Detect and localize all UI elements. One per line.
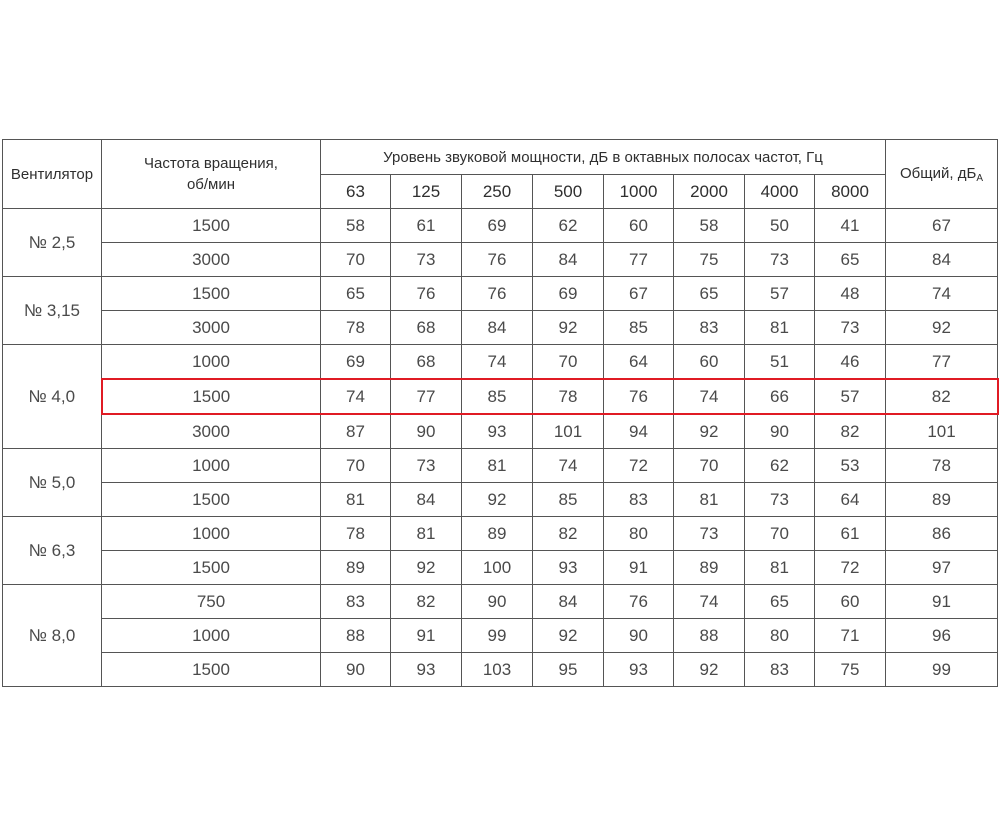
total-level-cell: 96 bbox=[886, 619, 998, 653]
sound-level-cell: 95 bbox=[533, 653, 604, 687]
sound-level-cell: 93 bbox=[533, 551, 604, 585]
sound-level-cell: 74 bbox=[321, 379, 391, 414]
sound-level-cell: 85 bbox=[604, 311, 674, 345]
sound-level-cell: 84 bbox=[533, 243, 604, 277]
speed-cell: 1000 bbox=[102, 449, 321, 483]
sound-level-cell: 84 bbox=[462, 311, 533, 345]
table-row bbox=[3, 414, 998, 449]
sound-level-cell: 92 bbox=[533, 619, 604, 653]
total-level-cell: 82 bbox=[886, 379, 998, 414]
sound-level-cell: 73 bbox=[391, 449, 462, 483]
sound-level-cell: 81 bbox=[745, 551, 815, 585]
sound-level-cell: 62 bbox=[533, 209, 604, 243]
sound-level-cell: 70 bbox=[321, 449, 391, 483]
sound-level-cell: 74 bbox=[462, 345, 533, 380]
sound-level-cell: 41 bbox=[815, 209, 886, 243]
sound-level-cell: 69 bbox=[533, 277, 604, 311]
table-row bbox=[3, 517, 998, 551]
sound-level-cell: 77 bbox=[391, 379, 462, 414]
speed-cell: 750 bbox=[102, 585, 321, 619]
sound-level-cell: 83 bbox=[604, 483, 674, 517]
sound-level-cell: 58 bbox=[674, 209, 745, 243]
sound-level-cell: 84 bbox=[533, 585, 604, 619]
sound-level-cell: 82 bbox=[391, 585, 462, 619]
sound-level-cell: 69 bbox=[321, 345, 391, 380]
total-level-cell: 99 bbox=[886, 653, 998, 687]
frequency-header: 125 bbox=[391, 175, 462, 209]
frequency-header: 4000 bbox=[745, 175, 815, 209]
fan-model-cell: № 4,0 bbox=[3, 345, 102, 449]
speed-header-line1: Частота вращения, bbox=[144, 155, 278, 172]
total-level-cell: 97 bbox=[886, 551, 998, 585]
sound-level-cell: 73 bbox=[674, 517, 745, 551]
total-level-cell: 74 bbox=[886, 277, 998, 311]
sound-level-cell: 89 bbox=[674, 551, 745, 585]
sound-level-cell: 94 bbox=[604, 414, 674, 449]
fan-model-cell: № 2,5 bbox=[3, 209, 102, 277]
sound-level-cell: 65 bbox=[674, 277, 745, 311]
sound-level-cell: 71 bbox=[815, 619, 886, 653]
frequency-header: 8000 bbox=[815, 175, 886, 209]
sound-level-cell: 76 bbox=[391, 277, 462, 311]
sound-level-cell: 60 bbox=[815, 585, 886, 619]
total-level-cell: 84 bbox=[886, 243, 998, 277]
sound-level-cell: 92 bbox=[462, 483, 533, 517]
speed-cell: 1500 bbox=[102, 653, 321, 687]
sound-level-cell: 51 bbox=[745, 345, 815, 380]
sound-level-cell: 89 bbox=[321, 551, 391, 585]
sound-level-cell: 48 bbox=[815, 277, 886, 311]
speed-cell: 3000 bbox=[102, 414, 321, 449]
sound-level-cell: 92 bbox=[391, 551, 462, 585]
sound-level-cell: 88 bbox=[321, 619, 391, 653]
sound-level-header: Уровень звуковой мощности, дБ в октавных полосах частот, Гц bbox=[321, 140, 886, 175]
table-row bbox=[3, 619, 998, 653]
total-column-header bbox=[886, 140, 998, 209]
total-level-cell: 67 bbox=[886, 209, 998, 243]
sound-level-cell: 68 bbox=[391, 345, 462, 380]
sound-level-cell: 58 bbox=[321, 209, 391, 243]
speed-cell: 1500 bbox=[102, 551, 321, 585]
total-level-cell: 91 bbox=[886, 585, 998, 619]
frequency-header: 1000 bbox=[604, 175, 674, 209]
sound-level-cell: 80 bbox=[604, 517, 674, 551]
sound-level-cell: 82 bbox=[533, 517, 604, 551]
sound-level-cell: 70 bbox=[745, 517, 815, 551]
table-row bbox=[3, 345, 998, 380]
total-level-cell: 78 bbox=[886, 449, 998, 483]
sound-level-cell: 60 bbox=[674, 345, 745, 380]
sound-level-cell: 92 bbox=[674, 414, 745, 449]
sound-level-cell: 53 bbox=[815, 449, 886, 483]
sound-level-cell: 62 bbox=[745, 449, 815, 483]
sound-level-cell: 78 bbox=[533, 379, 604, 414]
sound-level-cell: 88 bbox=[674, 619, 745, 653]
fan-column-header: Вентилятор bbox=[3, 140, 102, 209]
sound-level-cell: 81 bbox=[391, 517, 462, 551]
sound-level-cell: 70 bbox=[321, 243, 391, 277]
sound-level-cell: 90 bbox=[321, 653, 391, 687]
sound-level-cell: 70 bbox=[674, 449, 745, 483]
table-row bbox=[3, 653, 998, 687]
sound-level-cell: 93 bbox=[462, 414, 533, 449]
sound-level-cell: 76 bbox=[462, 277, 533, 311]
speed-cell: 3000 bbox=[102, 243, 321, 277]
frequency-header: 63 bbox=[321, 175, 391, 209]
speed-cell: 1500 bbox=[102, 483, 321, 517]
speed-cell: 1000 bbox=[102, 345, 321, 380]
speed-cell: 3000 bbox=[102, 311, 321, 345]
sound-level-cell: 74 bbox=[674, 585, 745, 619]
sound-level-cell: 100 bbox=[462, 551, 533, 585]
sound-level-cell: 50 bbox=[745, 209, 815, 243]
sound-level-cell: 70 bbox=[533, 345, 604, 380]
sound-level-cell: 75 bbox=[815, 653, 886, 687]
sound-level-cell: 77 bbox=[604, 243, 674, 277]
total-level-cell: 86 bbox=[886, 517, 998, 551]
sound-level-cell: 84 bbox=[391, 483, 462, 517]
noise-table bbox=[2, 139, 999, 687]
sound-level-cell: 83 bbox=[745, 653, 815, 687]
sound-level-cell: 80 bbox=[745, 619, 815, 653]
sound-level-cell: 85 bbox=[462, 379, 533, 414]
sound-level-cell: 81 bbox=[321, 483, 391, 517]
table-row bbox=[3, 483, 998, 517]
speed-cell: 1000 bbox=[102, 517, 321, 551]
sound-level-cell: 68 bbox=[391, 311, 462, 345]
sound-level-cell: 82 bbox=[815, 414, 886, 449]
table-row bbox=[3, 449, 998, 483]
sound-level-cell: 57 bbox=[815, 379, 886, 414]
sound-level-cell: 78 bbox=[321, 311, 391, 345]
sound-level-cell: 76 bbox=[462, 243, 533, 277]
speed-header-line2: об/мин bbox=[186, 176, 236, 193]
table-row bbox=[3, 209, 998, 243]
fan-model-cell: № 6,3 bbox=[3, 517, 102, 585]
sound-level-cell: 65 bbox=[815, 243, 886, 277]
sound-level-cell: 101 bbox=[533, 414, 604, 449]
total-header-subscript: А bbox=[976, 172, 983, 184]
sound-level-cell: 69 bbox=[462, 209, 533, 243]
sound-level-cell: 72 bbox=[604, 449, 674, 483]
total-level-cell: 77 bbox=[886, 345, 998, 380]
table-row bbox=[3, 311, 998, 345]
sound-level-cell: 93 bbox=[604, 653, 674, 687]
total-level-cell: 89 bbox=[886, 483, 998, 517]
sound-level-cell: 89 bbox=[462, 517, 533, 551]
table-row bbox=[3, 585, 998, 619]
sound-level-cell: 81 bbox=[745, 311, 815, 345]
sound-level-cell: 83 bbox=[674, 311, 745, 345]
sound-level-cell: 74 bbox=[533, 449, 604, 483]
sound-level-cell: 60 bbox=[604, 209, 674, 243]
sound-level-cell: 90 bbox=[745, 414, 815, 449]
sound-level-cell: 73 bbox=[815, 311, 886, 345]
sound-level-cell: 90 bbox=[462, 585, 533, 619]
sound-level-cell: 91 bbox=[391, 619, 462, 653]
sound-level-cell: 65 bbox=[745, 585, 815, 619]
sound-level-cell: 83 bbox=[321, 585, 391, 619]
speed-cell: 1500 bbox=[102, 379, 321, 414]
sound-level-cell: 81 bbox=[674, 483, 745, 517]
speed-column-header bbox=[102, 140, 321, 209]
table-row bbox=[3, 243, 998, 277]
sound-level-cell: 78 bbox=[321, 517, 391, 551]
total-level-cell: 101 bbox=[886, 414, 998, 449]
table-row bbox=[3, 277, 998, 311]
total-level-cell: 92 bbox=[886, 311, 998, 345]
table-row-highlighted bbox=[3, 379, 998, 414]
sound-level-cell: 90 bbox=[604, 619, 674, 653]
sound-level-cell: 92 bbox=[674, 653, 745, 687]
sound-level-cell: 90 bbox=[391, 414, 462, 449]
fan-model-cell: № 8,0 bbox=[3, 585, 102, 687]
sound-level-cell: 66 bbox=[745, 379, 815, 414]
sound-level-cell: 64 bbox=[815, 483, 886, 517]
sound-level-cell: 73 bbox=[391, 243, 462, 277]
sound-level-cell: 85 bbox=[533, 483, 604, 517]
fan-model-cell: № 5,0 bbox=[3, 449, 102, 517]
sound-level-cell: 67 bbox=[604, 277, 674, 311]
speed-cell: 1500 bbox=[102, 209, 321, 243]
sound-level-cell: 74 bbox=[674, 379, 745, 414]
fan-model-cell: № 3,15 bbox=[3, 277, 102, 345]
table-row bbox=[3, 551, 998, 585]
sound-level-cell: 61 bbox=[391, 209, 462, 243]
sound-level-cell: 61 bbox=[815, 517, 886, 551]
sound-level-cell: 76 bbox=[604, 379, 674, 414]
sound-level-cell: 72 bbox=[815, 551, 886, 585]
noise-table-container bbox=[2, 139, 999, 687]
sound-level-cell: 46 bbox=[815, 345, 886, 380]
sound-level-cell: 91 bbox=[604, 551, 674, 585]
speed-cell: 1500 bbox=[102, 277, 321, 311]
sound-level-cell: 93 bbox=[391, 653, 462, 687]
sound-level-cell: 81 bbox=[462, 449, 533, 483]
sound-level-cell: 103 bbox=[462, 653, 533, 687]
sound-level-cell: 64 bbox=[604, 345, 674, 380]
frequency-header: 2000 bbox=[674, 175, 745, 209]
sound-level-cell: 99 bbox=[462, 619, 533, 653]
sound-level-cell: 65 bbox=[321, 277, 391, 311]
sound-level-cell: 73 bbox=[745, 483, 815, 517]
sound-level-cell: 73 bbox=[745, 243, 815, 277]
total-header-label: Общий, дБ bbox=[900, 164, 977, 182]
frequency-header: 500 bbox=[533, 175, 604, 209]
sound-level-cell: 57 bbox=[745, 277, 815, 311]
sound-level-cell: 75 bbox=[674, 243, 745, 277]
speed-cell: 1000 bbox=[102, 619, 321, 653]
sound-level-cell: 76 bbox=[604, 585, 674, 619]
sound-level-cell: 87 bbox=[321, 414, 391, 449]
sound-level-cell: 92 bbox=[533, 311, 604, 345]
frequency-header: 250 bbox=[462, 175, 533, 209]
